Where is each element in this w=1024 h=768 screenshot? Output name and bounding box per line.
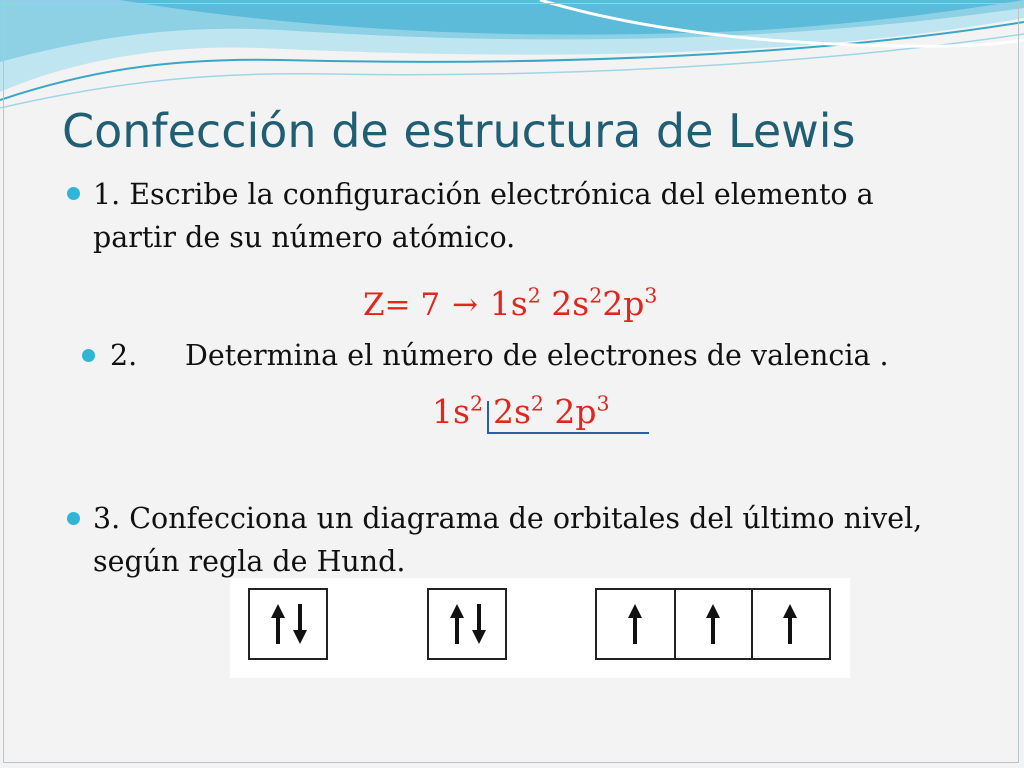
step-1-text: 1. Escribe la configuración electrónica del elemento a partir de su número atómico. — [93, 178, 874, 254]
valence-divider-line — [487, 401, 489, 434]
orbital-cell — [674, 590, 753, 658]
step-2-text — [110, 334, 990, 377]
orbital-cell — [751, 590, 831, 658]
right-arrow-icon: → — [451, 287, 478, 323]
orbital-box-1s — [248, 588, 328, 660]
orbital-cell — [597, 590, 674, 658]
valence-orbital-2s-exponent: 2 — [530, 391, 544, 416]
orbital-box-2p — [595, 588, 831, 660]
orbital-diagram — [230, 578, 850, 678]
orbital-1s: 1s — [489, 284, 528, 323]
valence-orbital-2p-exponent: 3 — [596, 391, 610, 416]
electron-configuration — [363, 282, 657, 327]
spin-up-arrow-icon — [705, 602, 721, 646]
spin-up-arrow-icon — [449, 602, 465, 646]
atomic-number-expression: Z= 7 — [363, 287, 441, 323]
orbital-cell — [429, 590, 505, 658]
valence-configuration — [432, 390, 610, 434]
bullet-icon — [67, 187, 80, 200]
core-orbital-exponent: 2 — [469, 391, 483, 416]
bullet-icon — [67, 512, 80, 525]
orbital-2p: 2p — [602, 284, 645, 323]
valence-underline — [487, 432, 649, 434]
slide-title: Confección de estructura de Lewis — [62, 104, 856, 158]
orbital-2s-exponent: 2 — [589, 283, 603, 308]
valence-orbital-2p: 2p — [554, 392, 597, 431]
spin-up-arrow-icon — [270, 602, 286, 646]
config-formula — [490, 284, 658, 323]
spin-up-arrow-icon — [627, 602, 643, 646]
orbital-box-2s — [427, 588, 507, 660]
spin-down-arrow-icon — [471, 602, 487, 646]
spin-down-arrow-icon — [292, 602, 308, 646]
orbital-2p-exponent: 3 — [644, 283, 658, 308]
step-3-text: 3. Confecciona un diagrama de orbitales del último nivel, según regla de Hund. — [93, 502, 923, 578]
orbital-1s-exponent: 2 — [527, 283, 541, 308]
spin-up-arrow-icon — [782, 602, 798, 646]
valence-orbital-2s: 2s — [492, 392, 531, 431]
bullet-icon — [82, 349, 95, 362]
core-orbital: 1s — [432, 392, 470, 431]
orbital-cell — [250, 590, 326, 658]
orbital-2s: 2s — [551, 284, 590, 323]
step-2-label: Determina el número de electrones de valencia . — [185, 339, 889, 372]
step-2-number: 2. — [110, 339, 138, 372]
